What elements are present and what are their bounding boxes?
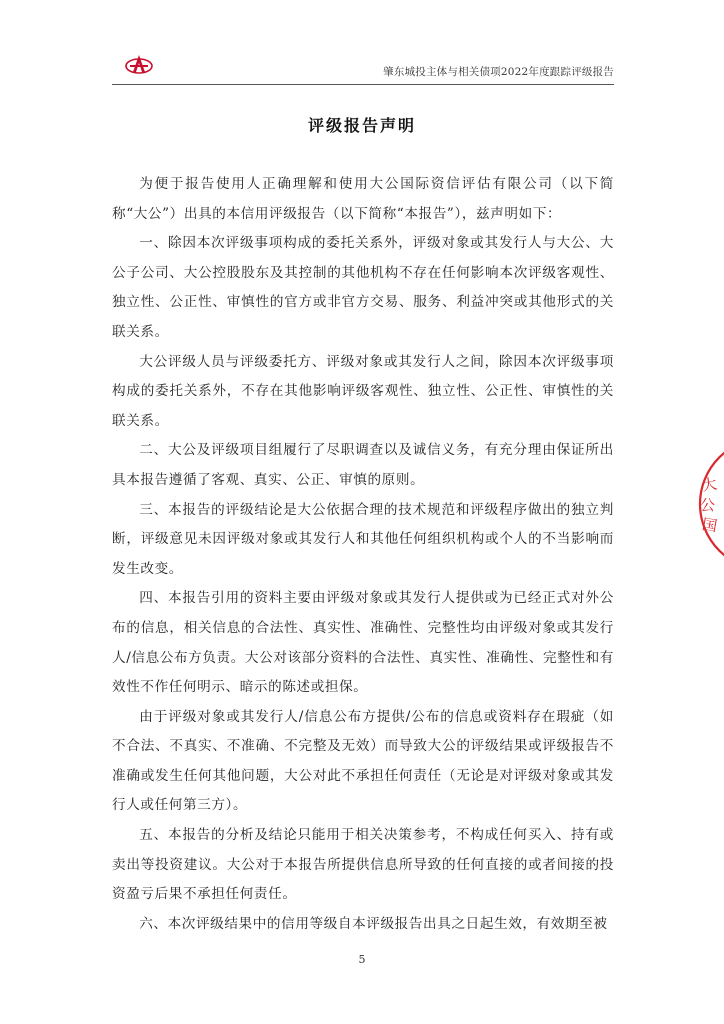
dagong-logo-icon: [124, 52, 154, 78]
svg-text:大: 大: [700, 474, 719, 495]
paragraph: 三、本报告的评级结论是大公依据合理的技术规范和评级程序做出的独立判断，评级意见未因评级对象或其发行人和其他任何组织机构或个人的不当影响而发生改变。: [112, 501, 614, 577]
paragraph: 由于评级对象或其发行人/信息公布方提供/公布的信息或资料存在瑕疵（如不合法、不真实、不准确、不完整及无效）而导致大公的评级结果或评级报告不准确或发生任何其他问题，大公对此不承担任何责任（无论是对评级对象或其发行人或任何第三方）。: [112, 708, 614, 814]
paragraph: 为便于报告使用人正确理解和使用大公国际资信评估有限公司（以下简称“大公”）出具的本信用评级报告（以下简称“本报告”），兹声明如下：: [112, 176, 614, 222]
paragraph: 大公评级人员与评级委托方、评级对象或其发行人之间，除因本次评级事项构成的委托关系外，不存在其他影响评级客观性、独立性、公正性、审慎性的关联关系。: [112, 353, 614, 429]
svg-text:公: 公: [700, 496, 716, 514]
document-body: [112, 170, 614, 939]
company-seal-stamp: [694, 434, 724, 574]
document-title: 评级报告声明: [307, 116, 416, 135]
paragraph: 四、本报告引用的资料主要由评级对象或其发行人提供或为已经正式对外公布的信息，相关信息的合法性、真实性、准确性、完整性均由评级对象或其发行人/信息公布方负责。大公对该部分资料的合法性、真实性、准确性、完整性和有效性不作任何明示、暗示的陈述或担保。: [112, 590, 614, 696]
paragraph: 二、大公及评级项目组履行了尽职调查以及诚信义务，有充分理由保证所出具本报告遵循了客观、真实、公正、审慎的原则。: [112, 442, 614, 488]
header-divider: [112, 84, 614, 85]
page-number: 5: [358, 953, 366, 966]
paragraph: 六、本次评级结果中的信用等级自本评级报告出具之日起生效，有效期至被: [139, 915, 608, 932]
paragraph: 一、除因本次评级事项构成的委托关系外，评级对象或其发行人与大公、大公子公司、大公控股股东及其控制的其他机构不存在任何影响本次评级客观性、独立性、公正性、审慎性的官方或非官方交易、服务、利益冲突或其他形式的关联关系。: [112, 235, 614, 340]
header-title: 肇东城投主体与相关债项2022年度跟踪评级报告: [383, 66, 614, 78]
paragraph: 五、本报告的分析及结论只能用于相关决策参考，不构成任何买入、持有或卖出等投资建议。大公对于本报告所提供信息所导致的任何直接的或者间接的投资盈亏后果不承担任何责任。: [112, 827, 614, 903]
svg-text:国: 国: [700, 515, 719, 536]
